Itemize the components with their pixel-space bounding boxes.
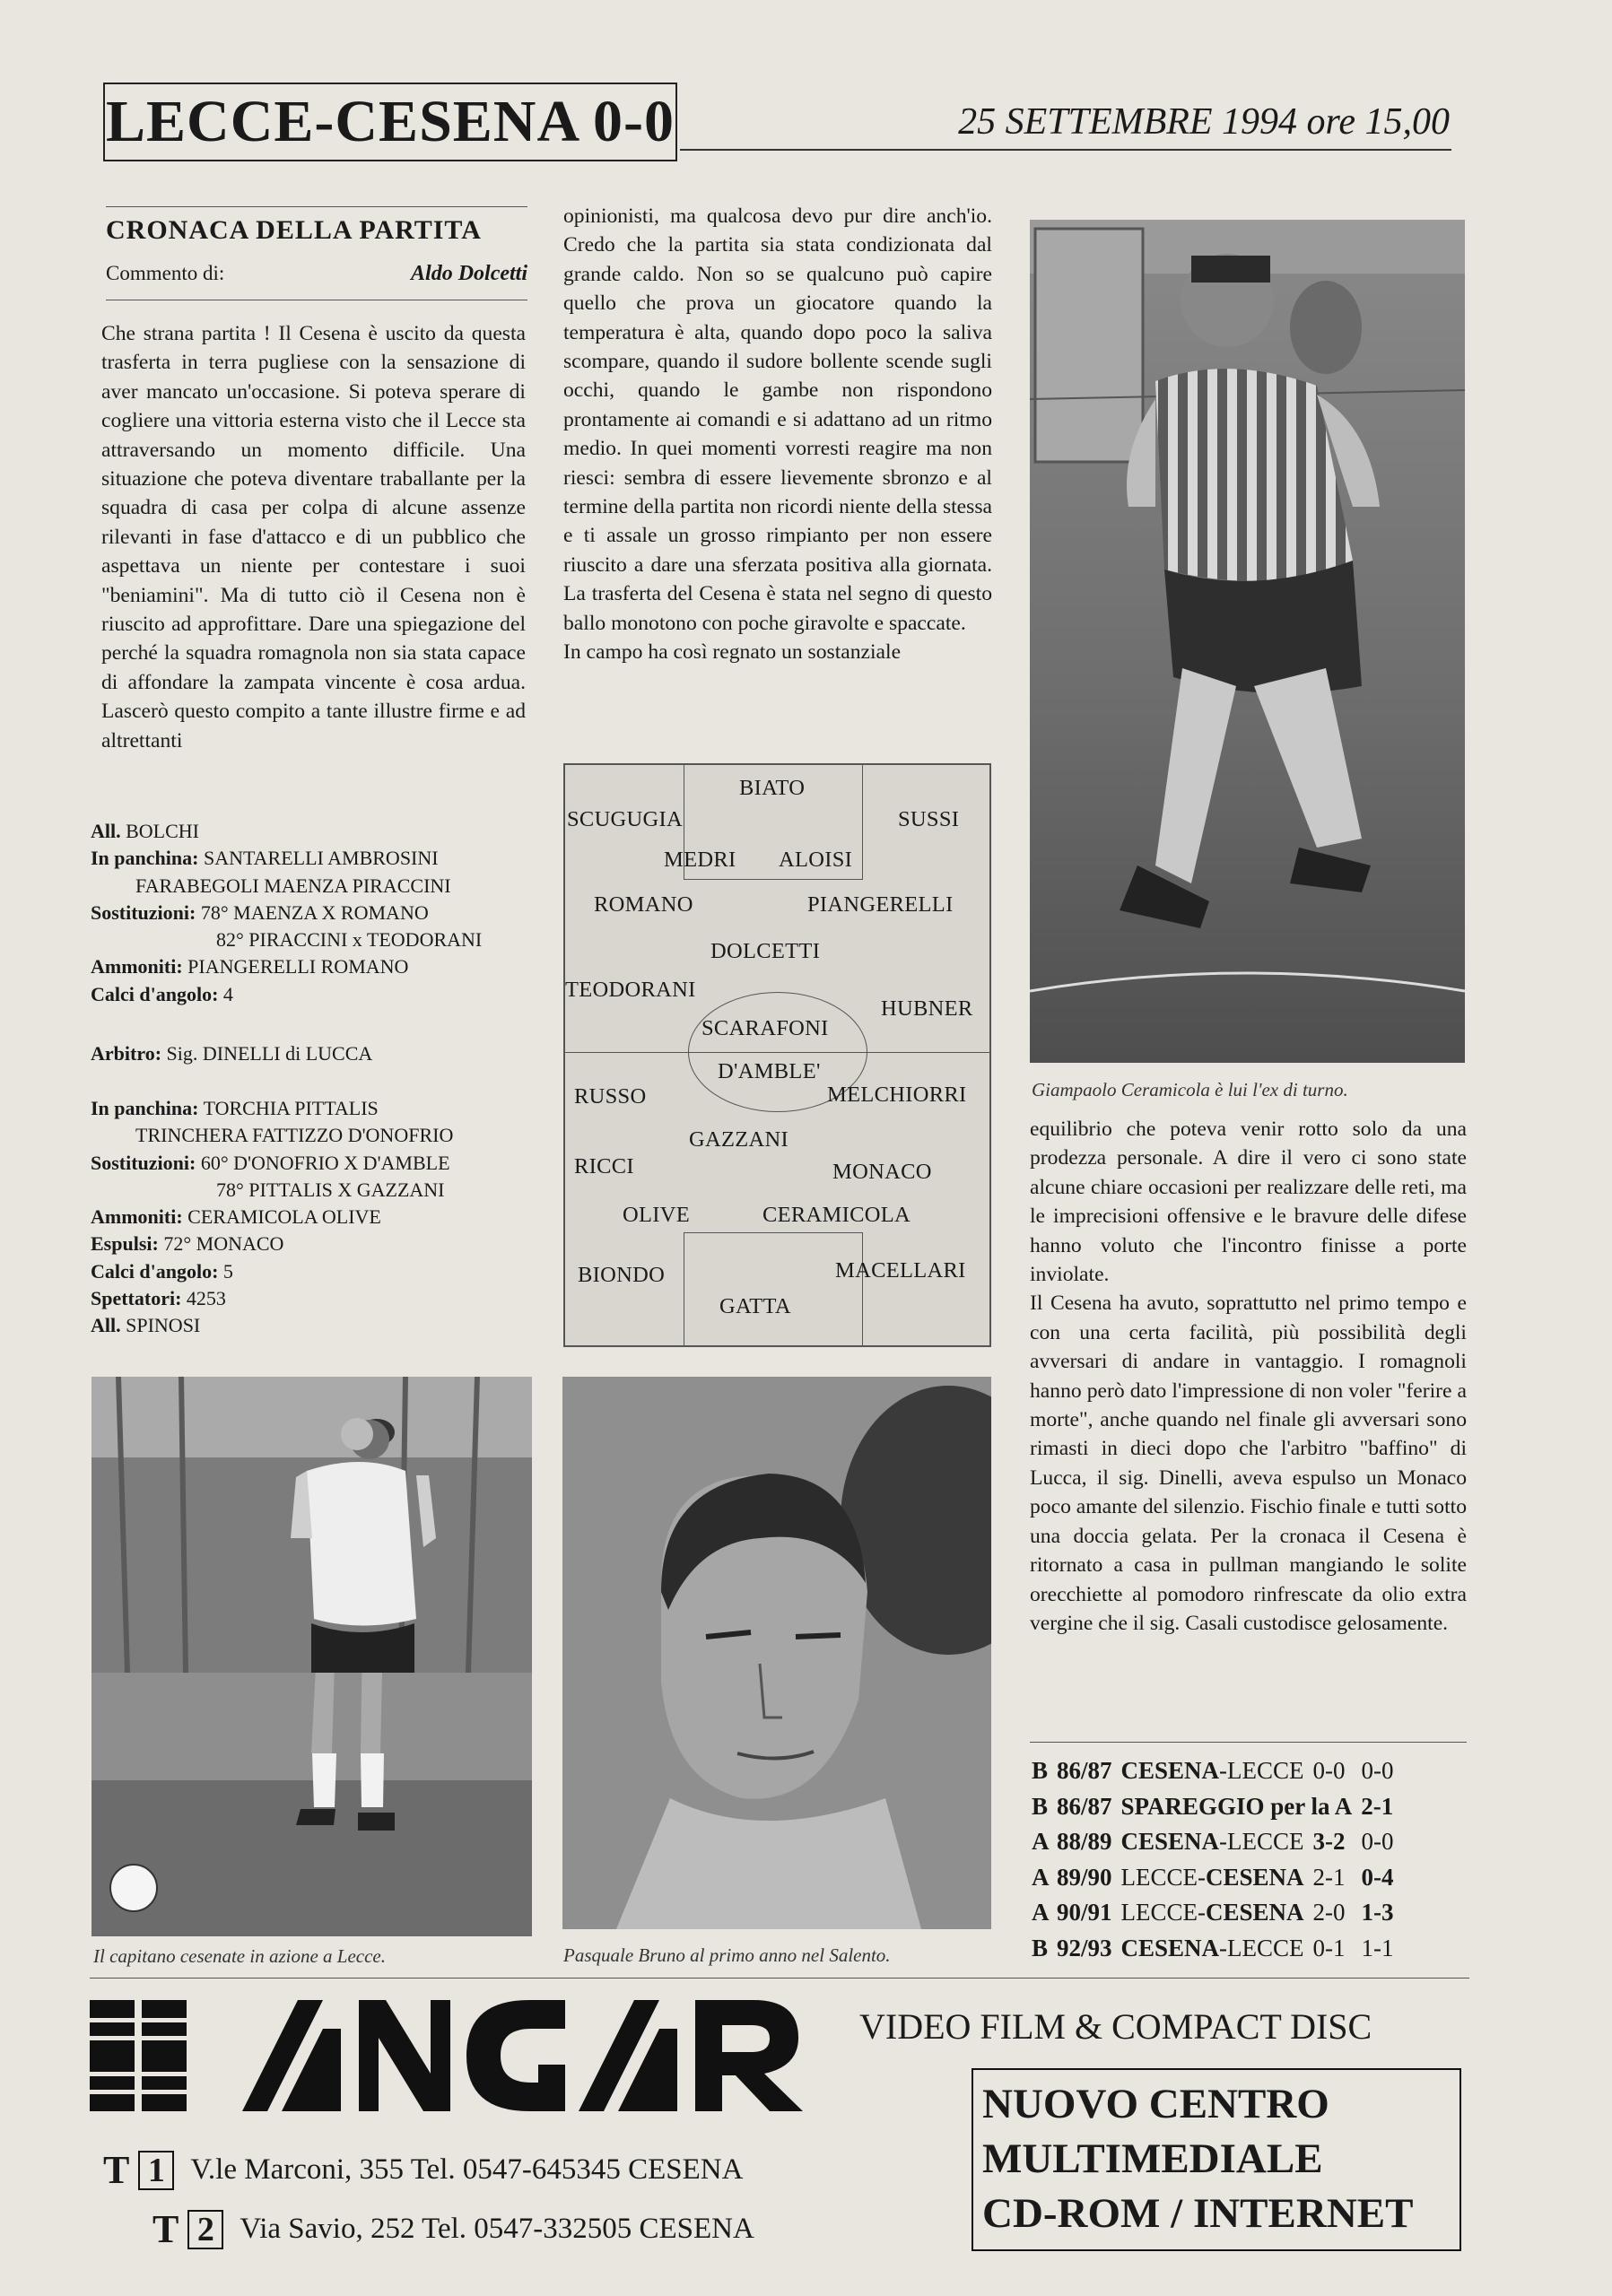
result-row <box>1032 1753 1471 1789</box>
ad-highlight-box <box>972 2068 1461 2251</box>
result-home: SPAREGGIO per la A <box>1120 1792 1353 1820</box>
result-away: -LECCE <box>1219 1828 1304 1855</box>
result-return: 0-0 <box>1361 1828 1394 1855</box>
photo-caption: Il capitano cesenate in azione a Lecce. <box>93 1945 386 1967</box>
penalty-area-bottom <box>684 1232 863 1347</box>
result-home: CESENA <box>1120 1757 1220 1784</box>
shop-address: Via Savio, 252 Tel. 0547-332505 CESENA <box>240 2213 754 2245</box>
result-away: CESENA <box>1206 1899 1304 1926</box>
match-title-box <box>103 83 677 161</box>
player-label: RICCI <box>574 1154 634 1178</box>
player-photo-illustration <box>1030 220 1465 1063</box>
player-label: HUBNER <box>881 996 973 1021</box>
result-row <box>1032 1931 1471 1967</box>
result-home: CESENA <box>1120 1828 1220 1855</box>
label: In panchina: <box>91 1097 199 1119</box>
shop-address-1 <box>103 2147 743 2193</box>
player-label: BIONDO <box>578 1263 666 1287</box>
result-score: 2-0 <box>1312 1899 1346 1926</box>
photo-caption: Giampaolo Ceramicola è lui l'ex di turno. <box>1032 1079 1348 1100</box>
result-away: -LECCE <box>1219 1934 1304 1961</box>
result-row <box>1032 1860 1471 1896</box>
player-label: GAZZANI <box>689 1127 789 1152</box>
player-label: TEODORANI <box>565 978 696 1002</box>
coach: SPINOSI <box>126 1314 201 1337</box>
player-label: ROMANO <box>594 892 693 917</box>
player-label: SCARAFONI <box>701 1016 829 1040</box>
player-label: CERAMICOLA <box>762 1203 911 1227</box>
bench-line: SANTARELLI AMBROSINI <box>203 847 439 870</box>
hangar-logo <box>90 1993 807 2118</box>
player-label: PIANGERELLI <box>807 892 954 917</box>
shop-address: V.le Marconi, 355 Tel. 0547-645345 CESENA <box>190 2153 744 2186</box>
label: Espulsi: <box>91 1232 159 1256</box>
player-label: MELCHIORRI <box>827 1083 967 1107</box>
result-home: CESENA <box>1120 1934 1220 1961</box>
label: All. <box>91 820 121 842</box>
result-score: 2-1 <box>1312 1863 1346 1891</box>
byline <box>106 262 527 286</box>
player-label: DOLCETTI <box>710 939 821 963</box>
player-photo-illustration <box>562 1377 991 1929</box>
result-home: LECCE- <box>1120 1899 1207 1926</box>
shop-letter: T <box>152 2207 179 2251</box>
result-division: B <box>1032 1757 1049 1784</box>
divider-rule <box>106 206 527 207</box>
bookings: PIANGERELLI ROMANO <box>187 955 409 978</box>
result-score: 2-1 <box>1361 1792 1394 1820</box>
player-label: SUSSI <box>898 807 960 831</box>
byline-label: Commento di: <box>106 262 225 284</box>
lineup-pitch-diagram <box>563 763 991 1347</box>
result-score: 0-0 <box>1312 1757 1346 1784</box>
ad-subtitle: VIDEO FILM & COMPACT DISC <box>859 2006 1372 2047</box>
referee-line <box>91 1040 539 1067</box>
ad-box-line: MULTIMEDIALE <box>982 2135 1323 2182</box>
result-return: 0-4 <box>1361 1863 1394 1891</box>
label: In panchina: <box>91 847 199 870</box>
result-division: A <box>1032 1899 1050 1926</box>
player-label: BIATO <box>739 776 806 800</box>
player-label: MEDRI <box>664 848 736 872</box>
substitution: 78° MAENZA X ROMANO <box>200 900 429 924</box>
player-label: OLIVE <box>623 1203 690 1227</box>
lecce-match-sheet <box>91 1095 539 1340</box>
shop-address-2 <box>152 2206 754 2252</box>
photo-ceramicola <box>1030 220 1465 1063</box>
bench-line: FARABEGOLI MAENZA PIRACCINI <box>135 874 451 897</box>
article-paragraph: equilibrio che poteva venir rotto solo da una prodezza personale. A dire il vero ci sono state alcune chiare occasioni per realizzare delle reti, ma le imprecisioni offensive e le bravure delle difese hanno voluto che l'incontro finisse a porte inviolate. <box>1030 1118 1467 1287</box>
result-away: -LECCE <box>1219 1757 1304 1784</box>
player-label: RUSSO <box>574 1084 647 1109</box>
article-column-2 <box>563 202 992 667</box>
label: Calci d'angolo: <box>91 982 219 1005</box>
divider-rule <box>90 1978 1469 1979</box>
result-return: 1-3 <box>1361 1899 1394 1926</box>
label: All. <box>91 1314 121 1337</box>
article-column-1: Che strana partita ! Il Cesena è uscito da questa trasferta in terra pugliese con la sensazione di aver mancato un'occasione. Si poteva sperare di cogliere una vittoria esterna visto che il Lecce sta attraversando un momento difficile. Una situazione che poteva diventare traballante per la squadra di casa per colpa di alcune assenze rilevanti in fase d'attacco e di un pubblico che aspettava un niente per contestare i suoi "beniamini". Ma di tutto ciò il Cesena non è riuscito ad approfittare. Dare una spiegazione del perché la squadra romagnola non sia stata capace di affondare la zampata vincente è cosa ardua. Lascerò questo compito a tante illustre firme e ad altrettanti <box>101 322 526 752</box>
result-season: 86/87 <box>1057 1792 1112 1820</box>
result-season: 90/91 <box>1057 1899 1112 1926</box>
match-date: 25 SETTEMBRE 1994 ore 15,00 <box>680 100 1451 151</box>
result-score: 0-1 <box>1312 1934 1346 1961</box>
result-division: A <box>1032 1828 1050 1855</box>
result-season: 92/93 <box>1057 1934 1112 1961</box>
match-title: LECCE-CESENA 0-0 <box>106 89 675 154</box>
result-score: 3-2 <box>1312 1828 1346 1855</box>
label: Calci d'angolo: <box>91 1259 219 1283</box>
photo-caption: Pasquale Bruno al primo anno nel Salento. <box>563 1944 891 1966</box>
coach: BOLCHI <box>126 820 200 842</box>
hangar-logo-mark <box>90 1993 807 2118</box>
article-paragraph: opinionisti, ma qualcosa devo pur dire anch'io. Credo che la partita sia stata condizionata dal grande caldo. Non so se qualcuno può capire quello che prova un giocatore quando la temperatura è alta, quando dopo poco la saliva scompare, quando il sudore bollente scende sugli occhi, quando le gambe non rispondono prontamente ai comandi e si adattano ad un ritmo medio. In quei momenti vorresti reagire ma non riesci: sembra di essere lievemente sbronzo e al termine della partita non ricordi niente della stessa e ti assale un grosso rimpianto per non essere riuscito a dare una sferzata positiva alla giornata. La trasferta del Cesena è stata nel segno di questo ballo monotono con poche giravolte e spaccate. <box>563 204 992 635</box>
result-home: LECCE- <box>1120 1863 1207 1891</box>
shop-number: 1 <box>138 2151 174 2190</box>
player-label: MONACO <box>832 1160 932 1184</box>
photo-bruno <box>562 1377 991 1929</box>
bookings: CERAMICOLA OLIVE <box>187 1205 381 1229</box>
section-title: CRONACA DELLA PARTITA <box>106 215 482 245</box>
label: Ammoniti: <box>91 1205 183 1229</box>
label: Ammoniti: <box>91 955 183 978</box>
substitution: 82° PIRACCINI x TEODORANI <box>216 928 483 952</box>
corners: 4 <box>222 982 233 1005</box>
ad-box-line: NUOVO CENTRO <box>982 2081 1329 2127</box>
divider-rule <box>1030 1742 1467 1743</box>
bench-line: TRINCHERA FATTIZZO D'ONOFRIO <box>135 1124 454 1147</box>
result-season: 89/90 <box>1057 1863 1112 1891</box>
result-return: 1-1 <box>1361 1934 1394 1961</box>
article-column-3 <box>1030 1115 1467 1638</box>
result-away: CESENA <box>1206 1863 1304 1891</box>
label: Sostituzioni: <box>91 1151 196 1174</box>
player-photo-illustration <box>91 1377 532 1936</box>
label: Arbitro: <box>91 1042 162 1065</box>
shop-number: 2 <box>187 2210 223 2249</box>
player-label: SCUGUGIA <box>567 807 683 831</box>
ad-box-line: CD-ROM / INTERNET <box>982 2190 1414 2237</box>
article-paragraph: Il Cesena ha avuto, soprattutto nel primo tempo e con una certa facilità, più possibilità degli avversari di andare in vantaggio. I romagnoli hanno però dato l'impressione di non voler "ferire a morte", anche quando nel finale gli avversari sono rimasti in dieci dopo che l'arbitro "baffino" di Lucca, il sig. Dinelli, aveva espulso un Monaco poco amante del silenzio. Fischio finale e tutti sotto una doccia gelata. Per la cronaca il Cesena è ritornato a casa in pullman mangiando le solite orecchiette al pomodoro rinfrescate da olio extra vergine che il sig. Casali custodisce gelosamente. <box>1030 1292 1467 1635</box>
bench-line: TORCHIA PITTALIS <box>203 1097 379 1119</box>
result-division: A <box>1032 1863 1050 1891</box>
result-season: 88/89 <box>1057 1828 1112 1855</box>
result-row <box>1032 1824 1471 1860</box>
substitution: 60° D'ONOFRIO X D'AMBLE <box>200 1151 450 1174</box>
result-division: B <box>1032 1934 1049 1961</box>
result-row <box>1032 1895 1471 1931</box>
player-label: ALOISI <box>779 848 853 872</box>
corners: 5 <box>222 1259 233 1283</box>
photo-capitano <box>91 1377 532 1936</box>
substitution: 78° PITTALIS X GAZZANI <box>216 1178 445 1201</box>
spectators: 4253 <box>186 1287 226 1310</box>
label: Spettatori: <box>91 1287 182 1310</box>
result-season: 86/87 <box>1057 1757 1112 1784</box>
head-to-head-results <box>1032 1753 1471 1966</box>
player-label: MACELLARI <box>835 1258 966 1283</box>
byline-author: Aldo Dolcetti <box>411 262 527 285</box>
shop-letter: T <box>103 2148 130 2192</box>
article-paragraph: In campo ha così regnato un sostanziale <box>563 640 902 665</box>
result-row <box>1032 1789 1471 1825</box>
label: Sostituzioni: <box>91 900 196 924</box>
cesena-match-sheet <box>91 818 539 1008</box>
result-return: 0-0 <box>1361 1757 1394 1784</box>
player-label: D'AMBLE' <box>718 1059 821 1083</box>
result-division: B <box>1032 1792 1049 1820</box>
referee: Sig. DINELLI di LUCCA <box>166 1042 373 1065</box>
sent-off: 72° MONACO <box>163 1232 284 1256</box>
player-label: GATTA <box>719 1294 791 1318</box>
